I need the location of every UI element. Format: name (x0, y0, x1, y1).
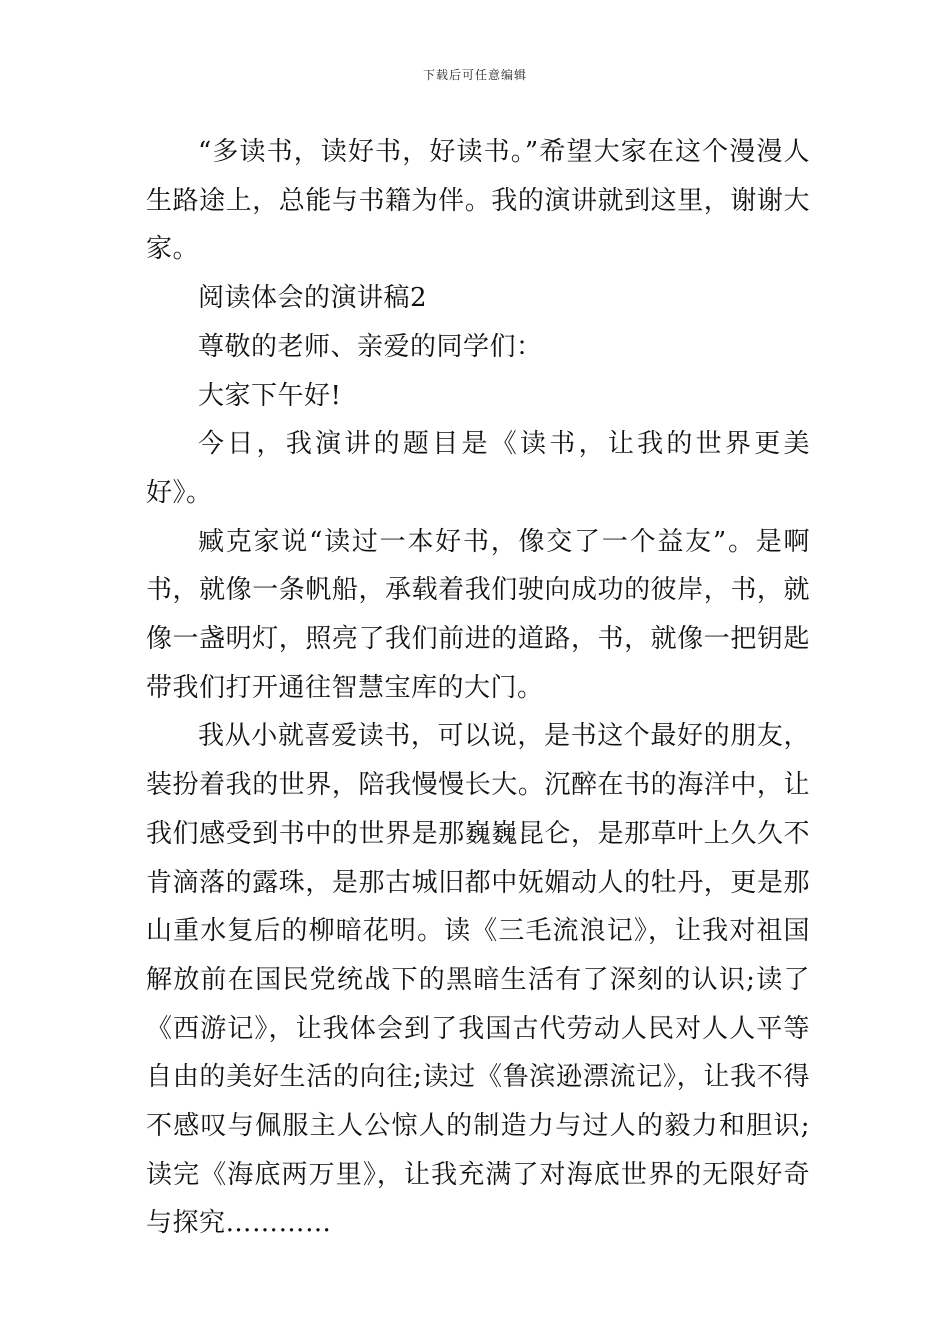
reading-experience-paragraph: 我从小就喜爱读书，可以说，是书这个最好的朋友，装扮着我的世界，陪我慢慢长大。沉醉在书的海洋中，让我们感受到书中的世界是那巍巍昆仑，是那草叶上久久不肯滴落的露珠，是那古城旧都中妩媚动人的牡丹，更是那山重水复后的柳暗花明。读《三毛流浪记》，让我对祖国解放前在国民党统战下的黑暗生活有了深刻的认识;读了《西游记》，让我体会到了我国古代劳动人民对人人平等自由的美好生活的向往;读过《鲁滨逊漂流记》，让我不得不感叹与佩服主人公惊人的制造力与过人的毅力和胆识;读完《海底两万里》，让我充满了对海底世界的无限好奇与探究………… (146, 721, 810, 1239)
document-body (146, 128, 810, 1248)
topic-paragraph: 今日，我演讲的题目是《读书，让我的世界更美好》。 (146, 429, 810, 508)
salutation: 尊敬的老师、亲爱的同学们： (198, 331, 543, 362)
page-header-note: 下载后可任意编辑 (422, 68, 527, 82)
greeting: 大家下午好! (198, 380, 342, 411)
speech-title: 阅读体会的演讲稿2 (198, 283, 428, 314)
closing-paragraph: “多读书，读好书，好读书。”希望大家在这个漫漫人生路途上，总能与书籍为伴。我的演讲就到这里，谢谢大家。 (146, 137, 810, 265)
quote-paragraph: 臧克家说“读过一本好书，像交了一个益友”。是啊书，就像一条帆船，承载着我们驶向成功的彼岸，书，就像一盏明灯，照亮了我们前进的道路，书，就像一把钥匙带我们打开通往智慧宝库的大门。 (146, 526, 810, 703)
